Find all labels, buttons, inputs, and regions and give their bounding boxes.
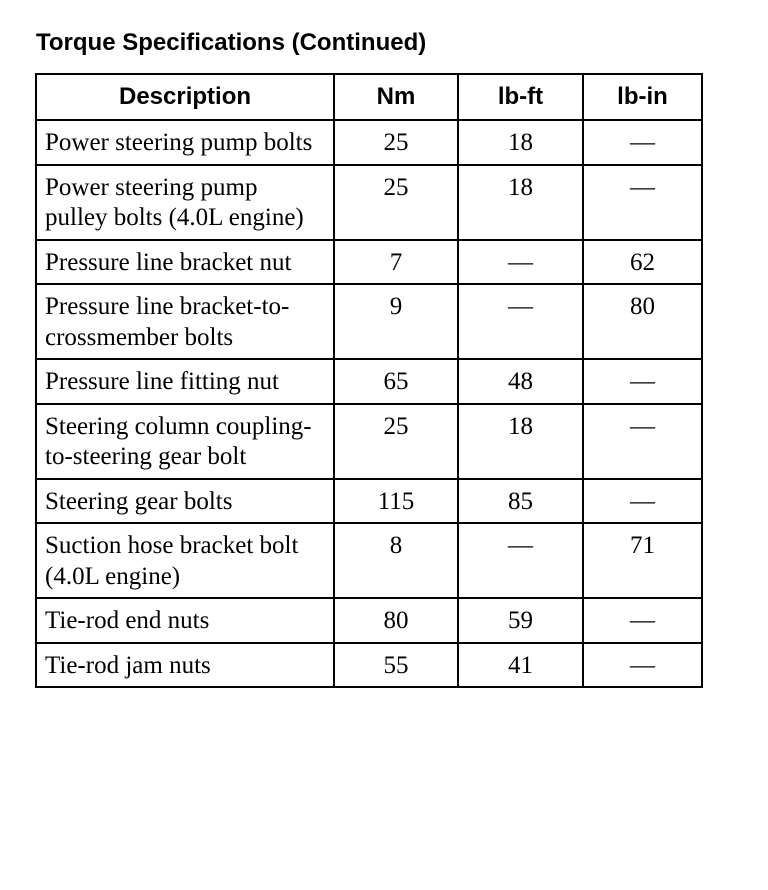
cell-lb-in: 80 — [583, 284, 702, 359]
cell-description: Pressure line bracket-to-crossmember bolts — [36, 284, 334, 359]
table-row — [36, 598, 702, 643]
column-header-description: Description — [36, 74, 334, 120]
cell-lb-ft: — — [458, 240, 583, 285]
cell-nm: 25 — [334, 165, 458, 240]
cell-lb-in: 62 — [583, 240, 702, 285]
cell-lb-ft: 18 — [458, 120, 583, 165]
table-row — [36, 523, 702, 598]
cell-nm: 25 — [334, 120, 458, 165]
cell-description: Steering gear bolts — [36, 479, 334, 524]
table-header-row — [36, 74, 702, 120]
cell-lb-ft: 48 — [458, 359, 583, 404]
cell-description: Pressure line bracket nut — [36, 240, 334, 285]
cell-lb-ft: 41 — [458, 643, 583, 688]
page-title: Torque Specifications (Continued) — [36, 29, 427, 56]
table-row — [36, 359, 702, 404]
cell-nm: 115 — [334, 479, 458, 524]
cell-lb-in: — — [583, 598, 702, 643]
cell-description: Suction hose bracket bolt (4.0L engine) — [36, 523, 334, 598]
cell-nm: 55 — [334, 643, 458, 688]
cell-lb-ft: — — [458, 284, 583, 359]
column-header-nm: Nm — [334, 74, 458, 120]
cell-description: Steering column coupling-to-steering gear bolt — [36, 404, 334, 479]
table-row — [36, 479, 702, 524]
cell-lb-in: — — [583, 643, 702, 688]
column-header-lb-in: lb-in — [583, 74, 702, 120]
table-row — [36, 120, 702, 165]
cell-nm: 65 — [334, 359, 458, 404]
cell-description: Tie-rod end nuts — [36, 598, 334, 643]
cell-lb-ft: 59 — [458, 598, 583, 643]
table-row — [36, 240, 702, 285]
table-row — [36, 165, 702, 240]
cell-lb-ft: 18 — [458, 165, 583, 240]
table-row — [36, 284, 702, 359]
cell-description: Power steering pump bolts — [36, 120, 334, 165]
cell-lb-ft: 85 — [458, 479, 583, 524]
cell-lb-in: — — [583, 359, 702, 404]
cell-lb-ft: — — [458, 523, 583, 598]
cell-nm: 7 — [334, 240, 458, 285]
cell-lb-in: — — [583, 479, 702, 524]
cell-description: Power steering pump pulley bolts (4.0L engine) — [36, 165, 334, 240]
cell-nm: 9 — [334, 284, 458, 359]
torque-spec-table — [35, 73, 703, 688]
column-header-lb-ft: lb-ft — [458, 74, 583, 120]
cell-nm: 25 — [334, 404, 458, 479]
cell-lb-in: — — [583, 120, 702, 165]
cell-lb-in: — — [583, 165, 702, 240]
cell-nm: 8 — [334, 523, 458, 598]
cell-nm: 80 — [334, 598, 458, 643]
cell-lb-in: 71 — [583, 523, 702, 598]
table-row — [36, 643, 702, 688]
cell-lb-ft: 18 — [458, 404, 583, 479]
cell-description: Pressure line fitting nut — [36, 359, 334, 404]
table-row — [36, 404, 702, 479]
cell-lb-in: — — [583, 404, 702, 479]
cell-description: Tie-rod jam nuts — [36, 643, 334, 688]
